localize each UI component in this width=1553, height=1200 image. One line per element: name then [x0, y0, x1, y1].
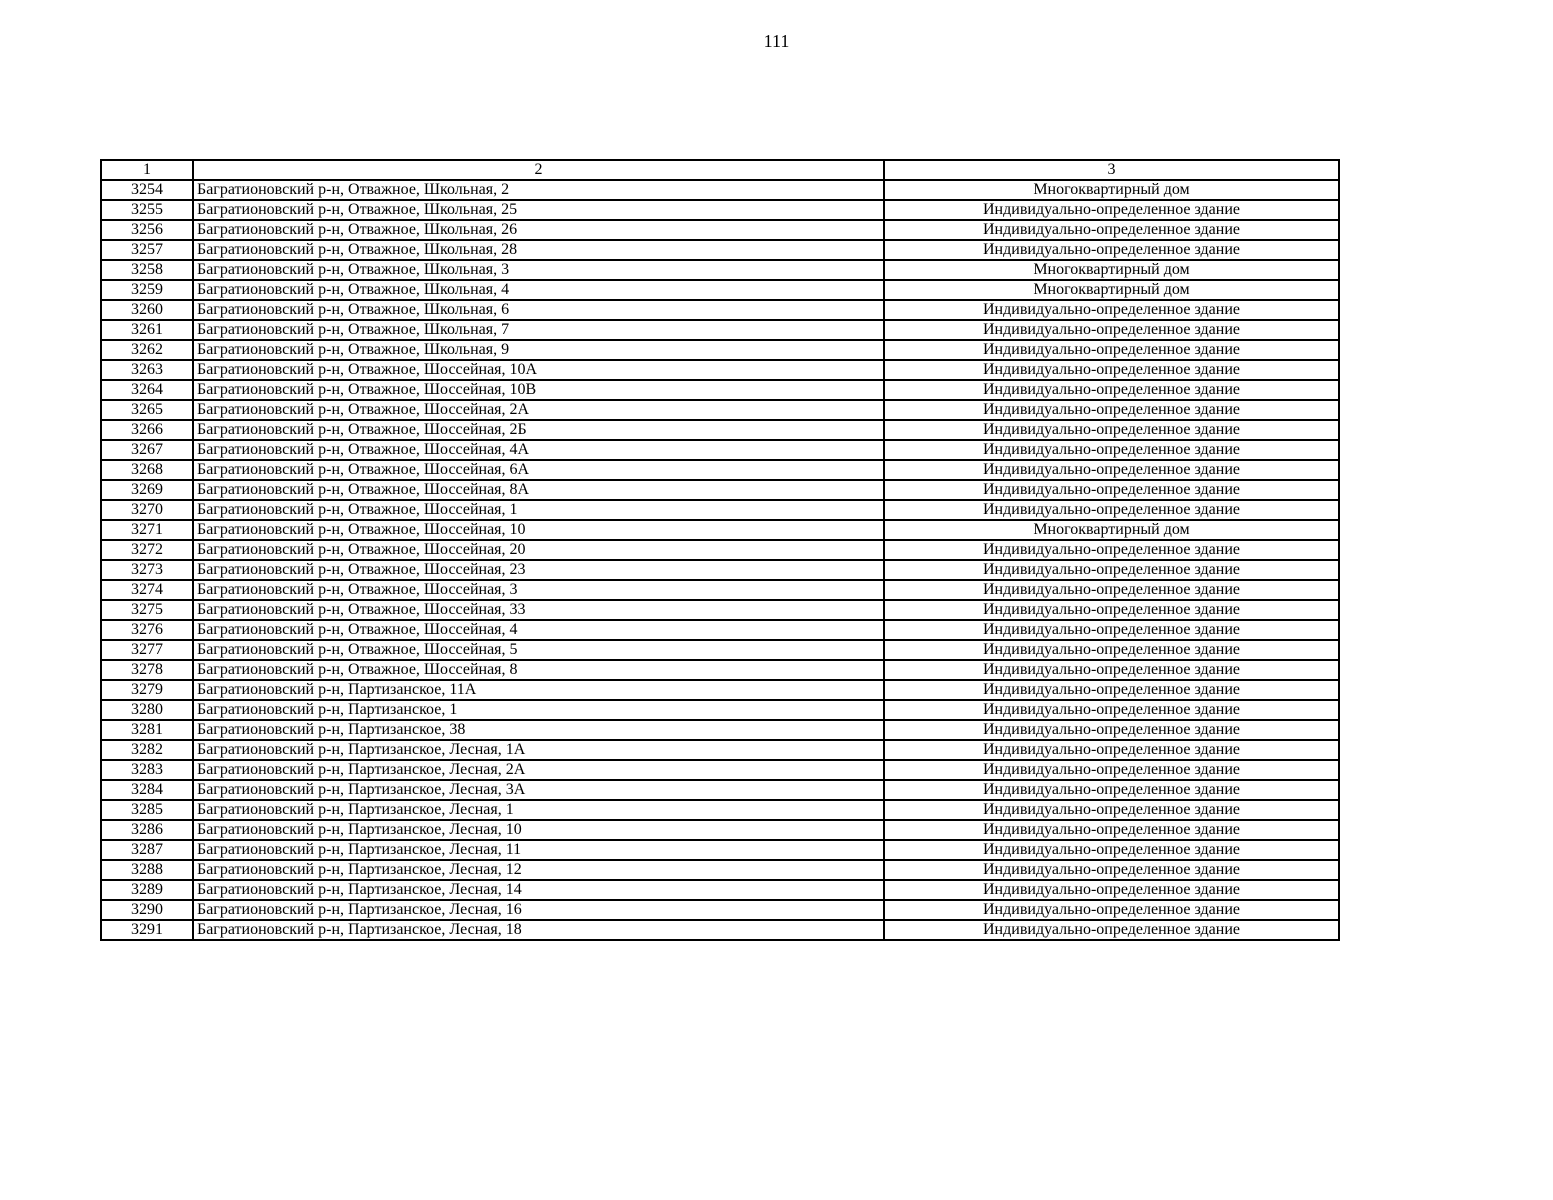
address-cell: Багратионовский р-н, Отважное, Шоссейная, 2А — [193, 400, 884, 420]
table-row — [101, 380, 1339, 400]
row-number-cell: 3267 — [101, 440, 193, 460]
table-row — [101, 480, 1339, 500]
row-number-cell: 3275 — [101, 600, 193, 620]
address-cell: Багратионовский р-н, Партизанское, 38 — [193, 720, 884, 740]
address-cell: Багратионовский р-н, Партизанское, Лесная, 11 — [193, 840, 884, 860]
table-row — [101, 700, 1339, 720]
table-row — [101, 420, 1339, 440]
address-cell: Багратионовский р-н, Отважное, Школьная, 9 — [193, 340, 884, 360]
object-type-cell: Индивидуально-определенное здание — [884, 400, 1339, 420]
table-row — [101, 300, 1339, 320]
row-number-cell: 3257 — [101, 240, 193, 260]
object-type-cell: Индивидуально-определенное здание — [884, 620, 1339, 640]
object-type-cell: Индивидуально-определенное здание — [884, 780, 1339, 800]
row-number-cell: 3266 — [101, 420, 193, 440]
table-row — [101, 620, 1339, 640]
table-row — [101, 280, 1339, 300]
row-number-cell: 3271 — [101, 520, 193, 540]
address-cell: Багратионовский р-н, Партизанское, Лесная, 1А — [193, 740, 884, 760]
row-number-cell: 3262 — [101, 340, 193, 360]
table-row — [101, 340, 1339, 360]
table-row — [101, 780, 1339, 800]
object-type-cell: Индивидуально-определенное здание — [884, 500, 1339, 520]
row-number-cell: 3286 — [101, 820, 193, 840]
table-row — [101, 720, 1339, 740]
object-type-cell: Индивидуально-определенное здание — [884, 540, 1339, 560]
table-row — [101, 180, 1339, 200]
object-type-cell: Индивидуально-определенное здание — [884, 380, 1339, 400]
address-cell: Багратионовский р-н, Партизанское, Лесная, 1 — [193, 800, 884, 820]
table-row — [101, 860, 1339, 880]
row-number-cell: 3255 — [101, 200, 193, 220]
table-row — [101, 540, 1339, 560]
object-type-cell: Индивидуально-определенное здание — [884, 240, 1339, 260]
row-number-cell: 3269 — [101, 480, 193, 500]
object-type-cell: Многоквартирный дом — [884, 180, 1339, 200]
row-number-cell: 3272 — [101, 540, 193, 560]
address-cell: Багратионовский р-н, Отважное, Школьная, 2 — [193, 180, 884, 200]
row-number-cell: 3287 — [101, 840, 193, 860]
row-number-cell: 3274 — [101, 580, 193, 600]
address-cell: Багратионовский р-н, Партизанское, 11А — [193, 680, 884, 700]
row-number-cell: 3280 — [101, 700, 193, 720]
table-row — [101, 920, 1339, 940]
row-number-cell: 3254 — [101, 180, 193, 200]
address-cell: Багратионовский р-н, Отважное, Школьная, 3 — [193, 260, 884, 280]
column-number-3: 3 — [884, 160, 1339, 180]
address-cell: Багратионовский р-н, Отважное, Шоссейная, 1 — [193, 500, 884, 520]
table-row — [101, 820, 1339, 840]
row-number-cell: 3264 — [101, 380, 193, 400]
row-number-cell: 3265 — [101, 400, 193, 420]
address-cell: Багратионовский р-н, Отважное, Школьная, 26 — [193, 220, 884, 240]
object-type-cell: Индивидуально-определенное здание — [884, 220, 1339, 240]
address-cell: Багратионовский р-н, Отважное, Шоссейная, 6А — [193, 460, 884, 480]
object-type-cell: Индивидуально-определенное здание — [884, 320, 1339, 340]
object-type-cell: Индивидуально-определенное здание — [884, 920, 1339, 940]
object-type-cell: Индивидуально-определенное здание — [884, 700, 1339, 720]
table-row — [101, 880, 1339, 900]
table-row — [101, 680, 1339, 700]
row-number-cell: 3290 — [101, 900, 193, 920]
address-cell: Багратионовский р-н, Отважное, Школьная, 6 — [193, 300, 884, 320]
table-header-row — [101, 160, 1339, 180]
object-type-cell: Индивидуально-определенное здание — [884, 660, 1339, 680]
table-row — [101, 200, 1339, 220]
address-cell: Багратионовский р-н, Отважное, Шоссейная, 20 — [193, 540, 884, 560]
row-number-cell: 3291 — [101, 920, 193, 940]
table-row — [101, 580, 1339, 600]
row-number-cell: 3289 — [101, 880, 193, 900]
object-type-cell: Индивидуально-определенное здание — [884, 480, 1339, 500]
table-row — [101, 760, 1339, 780]
address-cell: Багратионовский р-н, Отважное, Школьная, 7 — [193, 320, 884, 340]
table-row — [101, 520, 1339, 540]
address-cell: Багратионовский р-н, Партизанское, Лесная, 10 — [193, 820, 884, 840]
address-cell: Багратионовский р-н, Партизанское, 1 — [193, 700, 884, 720]
object-type-cell: Индивидуально-определенное здание — [884, 340, 1339, 360]
registry-table — [100, 159, 1340, 941]
table-row — [101, 840, 1339, 860]
row-number-cell: 3256 — [101, 220, 193, 240]
row-number-cell: 3278 — [101, 660, 193, 680]
object-type-cell: Индивидуально-определенное здание — [884, 600, 1339, 620]
address-cell: Багратионовский р-н, Партизанское, Лесная, 16 — [193, 900, 884, 920]
address-cell: Багратионовский р-н, Отважное, Шоссейная, 23 — [193, 560, 884, 580]
object-type-cell: Индивидуально-определенное здание — [884, 900, 1339, 920]
object-type-cell: Индивидуально-определенное здание — [884, 640, 1339, 660]
address-cell: Багратионовский р-н, Отважное, Школьная, 4 — [193, 280, 884, 300]
object-type-cell: Индивидуально-определенное здание — [884, 420, 1339, 440]
table-row — [101, 400, 1339, 420]
address-cell: Багратионовский р-н, Партизанское, Лесная, 3А — [193, 780, 884, 800]
object-type-cell: Индивидуально-определенное здание — [884, 580, 1339, 600]
registry-table-body — [101, 160, 1339, 940]
object-type-cell: Индивидуально-определенное здание — [884, 560, 1339, 580]
address-cell: Багратионовский р-н, Отважное, Шоссейная, 33 — [193, 600, 884, 620]
table-row — [101, 800, 1339, 820]
row-number-cell: 3261 — [101, 320, 193, 340]
table-row — [101, 640, 1339, 660]
object-type-cell: Многоквартирный дом — [884, 260, 1339, 280]
address-cell: Багратионовский р-н, Партизанское, Лесная, 18 — [193, 920, 884, 940]
address-cell: Багратионовский р-н, Отважное, Шоссейная, 5 — [193, 640, 884, 660]
row-number-cell: 3282 — [101, 740, 193, 760]
object-type-cell: Индивидуально-определенное здание — [884, 720, 1339, 740]
address-cell: Багратионовский р-н, Отважное, Шоссейная, 2Б — [193, 420, 884, 440]
row-number-cell: 3277 — [101, 640, 193, 660]
object-type-cell: Индивидуально-определенное здание — [884, 680, 1339, 700]
table-row — [101, 500, 1339, 520]
table-row — [101, 440, 1339, 460]
object-type-cell: Индивидуально-определенное здание — [884, 840, 1339, 860]
row-number-cell: 3283 — [101, 760, 193, 780]
address-cell: Багратионовский р-н, Партизанское, Лесная, 12 — [193, 860, 884, 880]
row-number-cell: 3268 — [101, 460, 193, 480]
address-cell: Багратионовский р-н, Отважное, Шоссейная, 10В — [193, 380, 884, 400]
object-type-cell: Индивидуально-определенное здание — [884, 760, 1339, 780]
table-row — [101, 560, 1339, 580]
table-row — [101, 460, 1339, 480]
address-cell: Багратионовский р-н, Отважное, Школьная, 25 — [193, 200, 884, 220]
address-cell: Багратионовский р-н, Отважное, Шоссейная, 4А — [193, 440, 884, 460]
row-number-cell: 3260 — [101, 300, 193, 320]
table-row — [101, 320, 1339, 340]
row-number-cell: 3258 — [101, 260, 193, 280]
address-cell: Багратионовский р-н, Отважное, Шоссейная, 8 — [193, 660, 884, 680]
table-row — [101, 660, 1339, 680]
object-type-cell: Индивидуально-определенное здание — [884, 440, 1339, 460]
object-type-cell: Многоквартирный дом — [884, 520, 1339, 540]
object-type-cell: Индивидуально-определенное здание — [884, 740, 1339, 760]
row-number-cell: 3281 — [101, 720, 193, 740]
table-row — [101, 220, 1339, 240]
column-number-1: 1 — [101, 160, 193, 180]
table-row — [101, 900, 1339, 920]
object-type-cell: Индивидуально-определенное здание — [884, 880, 1339, 900]
address-cell: Багратионовский р-н, Партизанское, Лесная, 14 — [193, 880, 884, 900]
table-row — [101, 360, 1339, 380]
table-row — [101, 600, 1339, 620]
object-type-cell: Многоквартирный дом — [884, 280, 1339, 300]
row-number-cell: 3276 — [101, 620, 193, 640]
address-cell: Багратионовский р-н, Отважное, Шоссейная, 8А — [193, 480, 884, 500]
object-type-cell: Индивидуально-определенное здание — [884, 360, 1339, 380]
column-number-2: 2 — [193, 160, 884, 180]
table-row — [101, 260, 1339, 280]
address-cell: Багратионовский р-н, Отважное, Шоссейная, 4 — [193, 620, 884, 640]
object-type-cell: Индивидуально-определенное здание — [884, 200, 1339, 220]
address-cell: Багратионовский р-н, Отважное, Шоссейная, 3 — [193, 580, 884, 600]
page-number: 111 — [763, 31, 790, 51]
address-cell: Багратионовский р-н, Партизанское, Лесная, 2А — [193, 760, 884, 780]
address-cell: Багратионовский р-н, Отважное, Шоссейная, 10 — [193, 520, 884, 540]
row-number-cell: 3259 — [101, 280, 193, 300]
object-type-cell: Индивидуально-определенное здание — [884, 820, 1339, 840]
object-type-cell: Индивидуально-определенное здание — [884, 800, 1339, 820]
address-cell: Багратионовский р-н, Отважное, Шоссейная, 10А — [193, 360, 884, 380]
row-number-cell: 3288 — [101, 860, 193, 880]
row-number-cell: 3285 — [101, 800, 193, 820]
row-number-cell: 3279 — [101, 680, 193, 700]
address-cell: Багратионовский р-н, Отважное, Школьная, 28 — [193, 240, 884, 260]
row-number-cell: 3284 — [101, 780, 193, 800]
row-number-cell: 3273 — [101, 560, 193, 580]
table-row — [101, 240, 1339, 260]
object-type-cell: Индивидуально-определенное здание — [884, 860, 1339, 880]
object-type-cell: Индивидуально-определенное здание — [884, 460, 1339, 480]
row-number-cell: 3263 — [101, 360, 193, 380]
table-row — [101, 740, 1339, 760]
object-type-cell: Индивидуально-определенное здание — [884, 300, 1339, 320]
row-number-cell: 3270 — [101, 500, 193, 520]
